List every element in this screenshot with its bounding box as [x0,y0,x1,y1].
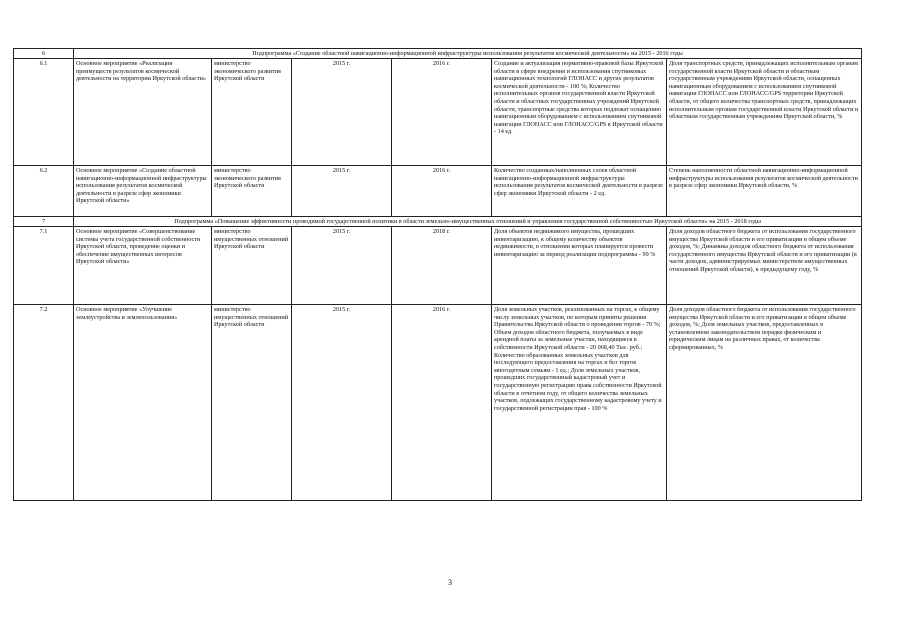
expected-result: Количество созданных/наполненных слоев областной навигационно-информационной инфраструктуры использования результатов космической деятельности в разрезе сфер экономики Иркутской области - 2 ед. [492,166,667,217]
expected-result: Доля земельных участков, реализованных на торгах, к общему числу земельных участков, по которым приняты решения Правительства Иркутской области о проведении торгов - 70 %; Объем доходов областного бюджета, получаемых в виде арендной платы за земельные участки, находящиеся в собственности Иркутской области - 20 068,40 Тыс. руб.; Количество образованных земельных участков для последующего предоставления на торгах и без торгов многодетным семьям - 1 ед.; Доля земельных участков, прошедших государственный кадастровый учет и государственную регистрацию права собственности Иркутской области в отчетном году, от общего количества земельных участков, подлежащих государственному кадастровому учету и государственной регистрации прав - 100 % [492,305,667,501]
executor: министерство экономического развития Иркутской области [212,166,292,217]
row-number: 6.2 [14,166,74,217]
row-number: 7 [14,217,74,227]
measure-name: Основное мероприятие «Реализация преимуществ результатов космической деятельности на территории Иркутской области» [74,59,212,166]
target-indicator: Доля доходов областного бюджета от использования государственного имущества Иркутской области и его приватизации в общем объеме доходов, %; Динамика доходов областного бюджета от использования государственного имущества Иркутской области и его приватизации (в части доходов, администрируемых министерством имущественных отношений Иркутской области), к предыдущему году, % [667,227,862,305]
row-number: 6.1 [14,59,74,166]
target-indicator: Доля доходов областного бюджета от использования государственного имущества Иркутской области и его приватизации в общем объеме доходов, %; Доля земельных участков, предоставленных в установленном законодательством порядке физическим и юридическим лицам на различных правах, от количества сформированных, % [667,305,862,501]
measure-name: Основное мероприятие «Создание областной навигационно-информационной инфраструктуры использования результатов космической деятельности в разрезе сфер экономики Иркутской области» [74,166,212,217]
page-number: 3 [448,578,452,587]
subprogram-title: Подпрограмма «Повышение эффективности проводимой государственной политики в области земельно-имущественных отношений и управления государственной собственностью Иркутской области» на 2015 - 2018 годы [74,217,862,227]
target-indicator: Доля транспортных средств, принадлежащих исполнительным органам государственной власти Иркутской области и областным государственным учреждениям Иркутской области, оснащенных навигационным оборудованием с использованием спутниковой навигации ГЛОНАСС или ГЛОНАСС/GPS территории Иркутской области, от общего количества транспортных средств, принадлежащих исполнительным органам государственной власти Иркутской области и областным государственным учреждениям Иркутской области, % [667,59,862,166]
subprogram-title: Подпрограмма «Создание областной навигационно-информационной инфраструктуры использования результатов космической деятельности» на 2015 - 2016 годы [74,49,862,59]
subprogram-6-row [14,49,862,59]
table-row [14,59,862,166]
expected-result: Доля объектов недвижимого имущества, прошедших инвентаризацию, к общему количеству объектов недвижимости, в отношении которых планируется провести инвентаризацию за период реализации подпрограммы - 99 % [492,227,667,305]
end-year: 2016 г. [392,166,492,217]
executor: министерство имущественных отношений Иркутской области [212,227,292,305]
row-number: 6 [14,49,74,59]
measure-name: Основное мероприятие «Улучшение землеустройства и землепользования» [74,305,212,501]
measure-name: Основное мероприятие «Совершенствование системы учета государственной собственности Иркутской области, проведение оценки и обеспечение имущественных интересов Иркутской области» [74,227,212,305]
start-year: 2015 г. [292,305,392,501]
start-year: 2015 г. [292,59,392,166]
table-row [14,227,862,305]
start-year: 2015 г. [292,166,392,217]
end-year: 2018 г. [392,227,492,305]
executor: министерство имущественных отношений Иркутской области [212,305,292,501]
subprogram-7-row [14,217,862,227]
target-indicator: Степень наполненности областной навигационно-информационной инфраструктуры использования результатов космической деятельности в разрезе сфер экономики Иркутской области, % [667,166,862,217]
start-year: 2015 г. [292,227,392,305]
program-table [13,48,862,501]
table-row [14,166,862,217]
end-year: 2016 г. [392,59,492,166]
executor: министерство экономического развития Иркутской области [212,59,292,166]
table-row [14,305,862,501]
end-year: 2016 г. [392,305,492,501]
row-number: 7.2 [14,305,74,501]
row-number: 7.1 [14,227,74,305]
expected-result: Создание и актуализация нормативно-правовой базы Иркутской области в сфере внедрения и использования спутниковых навигационных технологий ГЛОНАСС и других результатов космической деятельности - 100 %; Количество исполнительных органов государственной власти Иркутской области и областных государственных учреждений Иркутской области, транспортные средства которых подлежат оснащению навигационным оборудованием с использованием спутниковой навигации ГЛОНАСС или ГЛОНАСС/GPS в Иркутской области - 14 ед. [492,59,667,166]
